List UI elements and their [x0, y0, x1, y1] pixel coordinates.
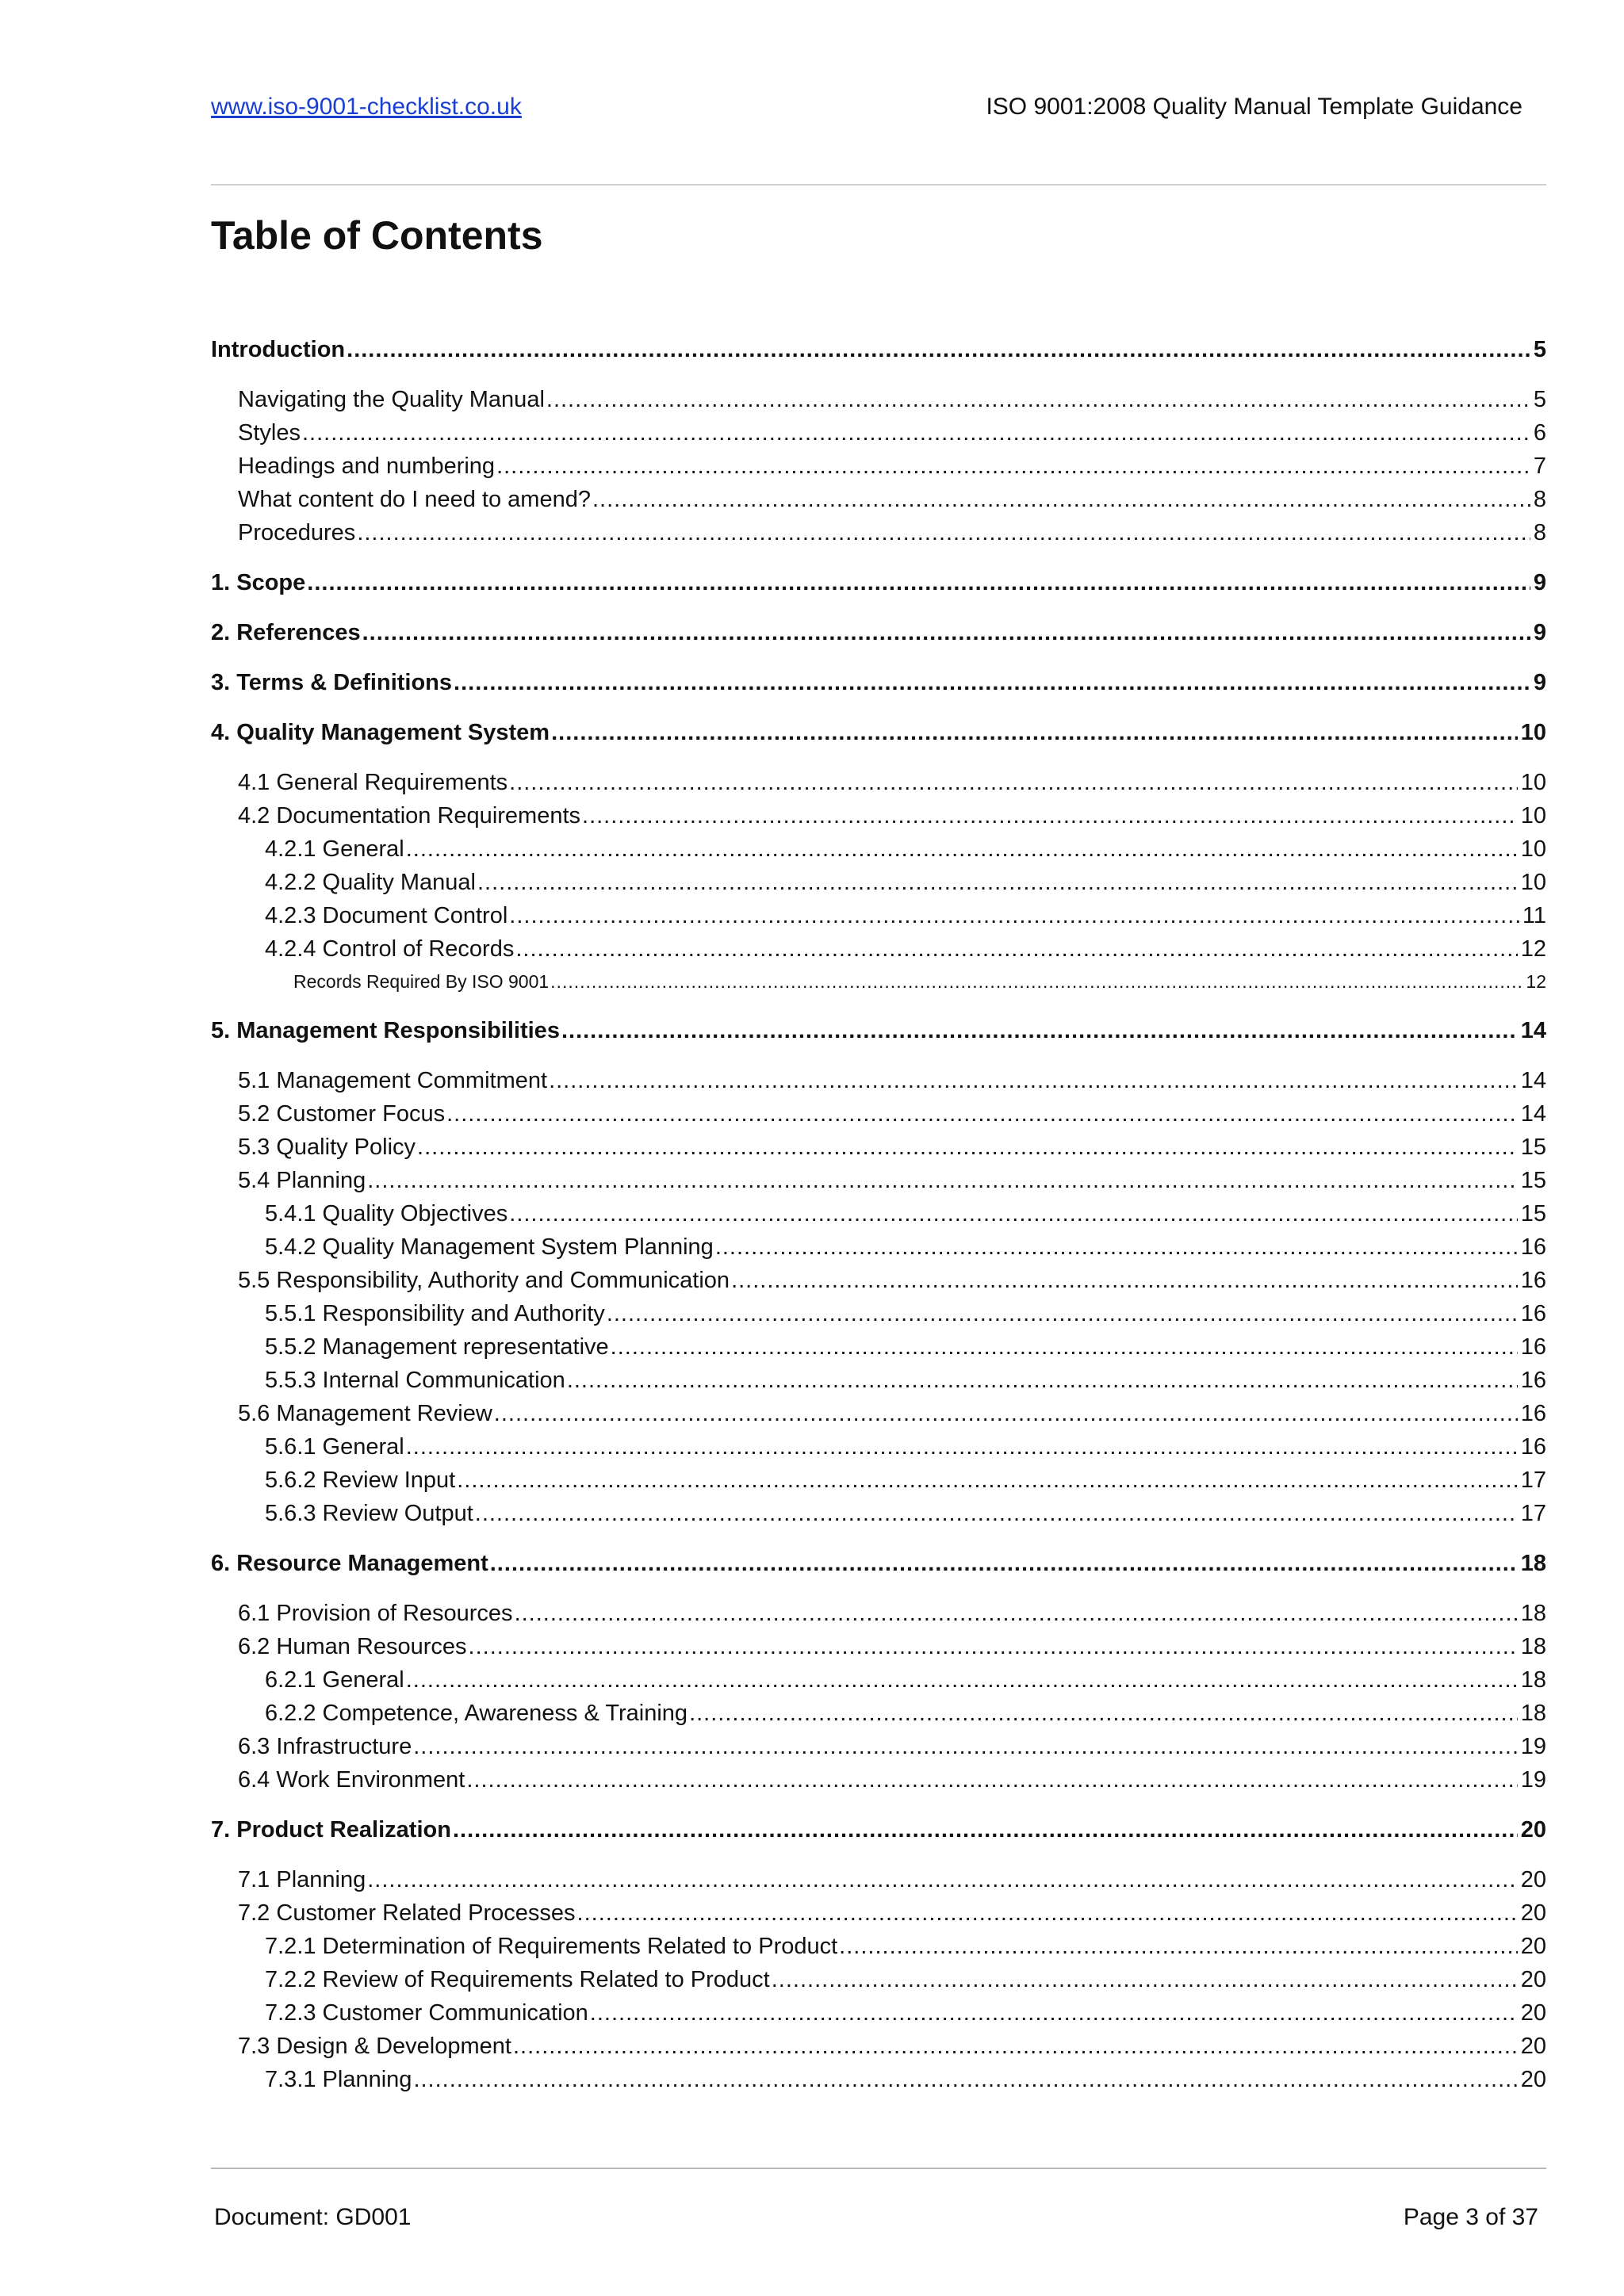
- toc-entry-title: 7.1 Planning: [238, 1867, 366, 1892]
- toc-entry[interactable]: [211, 1197, 1546, 1230]
- toc-entry-title: 6.2.1 General: [265, 1667, 404, 1693]
- toc-entry[interactable]: [211, 1131, 1546, 1164]
- toc-entry-page: 16: [1520, 1434, 1546, 1460]
- toc-entry[interactable]: [211, 566, 1546, 599]
- toc-entry[interactable]: [211, 1264, 1546, 1297]
- toc-entry-title: 5.2 Customer Focus: [238, 1101, 446, 1127]
- toc-entry-page: 6: [1533, 420, 1546, 446]
- toc-dot-leader: [413, 1730, 1518, 1763]
- toc-dot-leader: [457, 1464, 1518, 1497]
- toc-entry[interactable]: [211, 716, 1546, 749]
- toc-entry[interactable]: [211, 1630, 1546, 1663]
- toc-entry-title: 4.2 Documentation Requirements: [238, 803, 581, 828]
- toc-entry[interactable]: [211, 1364, 1546, 1397]
- toc-entry-title: Procedures: [238, 520, 356, 545]
- toc-entry-title: 5.5.3 Internal Communication: [265, 1368, 565, 1393]
- toc-entry-title: 5.6 Management Review: [238, 1401, 492, 1426]
- toc-entry[interactable]: [211, 1164, 1546, 1197]
- toc-dot-leader: [406, 1663, 1518, 1697]
- toc-entry-page: 9: [1533, 570, 1546, 595]
- toc-entry[interactable]: [211, 866, 1546, 899]
- toc-entry-page: 15: [1520, 1168, 1546, 1193]
- toc-dot-leader: [582, 799, 1518, 832]
- toc-entry-title: 7.2.1 Determination of Requirements Related to Product: [265, 1934, 838, 1959]
- toc-entry-page: 20: [1520, 1967, 1546, 1992]
- toc-entry-page: 16: [1520, 1268, 1546, 1293]
- toc-entry-title: 5.6.2 Review Input: [265, 1468, 456, 1493]
- toc-entry-title: 5.4 Planning: [238, 1168, 366, 1193]
- toc-entry-title: 7.2.2 Review of Requirements Related to Product: [265, 1967, 770, 1992]
- toc-dot-leader: [453, 1813, 1518, 1846]
- toc-entry[interactable]: [211, 1014, 1546, 1047]
- toc-entry[interactable]: [211, 383, 1546, 416]
- toc-entry-page: 12: [1526, 971, 1546, 992]
- toc-dot-leader: [509, 766, 1518, 799]
- toc-entry-page: 15: [1520, 1135, 1546, 1160]
- toc-entry-page: 10: [1520, 836, 1546, 862]
- toc-entry-page: 16: [1520, 1401, 1546, 1426]
- toc-entry[interactable]: [211, 1730, 1546, 1763]
- document-title: ISO 9001:2008 Quality Manual Template Guidance: [986, 94, 1522, 120]
- toc-entry-page: 9: [1533, 670, 1546, 695]
- toc-entry-title: Styles: [238, 420, 301, 446]
- toc-entry[interactable]: [211, 1464, 1546, 1497]
- toc-entry-title: 4.2.3 Document Control: [265, 903, 508, 928]
- toc-entry[interactable]: [211, 516, 1546, 549]
- toc-dot-leader: [577, 1896, 1518, 1930]
- toc-entry-title: 7.3 Design & Development: [238, 2034, 511, 2059]
- toc-entry-title: 2. References: [211, 620, 361, 645]
- toc-entry[interactable]: [211, 483, 1546, 516]
- toc-entry[interactable]: [211, 1547, 1546, 1580]
- toc-entry[interactable]: [211, 416, 1546, 450]
- site-link[interactable]: www.iso-9001-checklist.co.uk: [211, 94, 522, 120]
- toc-entry[interactable]: [211, 2030, 1546, 2063]
- toc-entry[interactable]: [211, 1930, 1546, 1963]
- toc-entry[interactable]: [211, 766, 1546, 799]
- toc-entry-page: 8: [1533, 487, 1546, 512]
- toc-dot-leader: [546, 383, 1530, 416]
- toc-entry[interactable]: [211, 1397, 1546, 1430]
- toc-dot-leader: [611, 1330, 1518, 1364]
- toc-entry-page: 19: [1520, 1767, 1546, 1793]
- toc-entry[interactable]: [211, 1230, 1546, 1264]
- toc-entry-page: 20: [1520, 1934, 1546, 1959]
- toc-entry-title: 4.2.4 Control of Records: [265, 936, 515, 962]
- toc-entry[interactable]: [211, 1863, 1546, 1896]
- toc-entry[interactable]: [211, 1763, 1546, 1797]
- toc-title: Table of Contents: [211, 213, 543, 258]
- toc-entry-title: 5.6.1 General: [265, 1434, 404, 1460]
- toc-dot-leader: [362, 616, 1530, 649]
- toc-entry-title: 6. Resource Management: [211, 1551, 488, 1576]
- toc-dot-leader: [466, 1763, 1517, 1797]
- toc-dot-leader: [509, 899, 1519, 932]
- footer-divider: [211, 2168, 1546, 2169]
- toc-entry-page: 16: [1520, 1234, 1546, 1260]
- toc-entry-page: 16: [1520, 1334, 1546, 1360]
- toc-entry[interactable]: [211, 1497, 1546, 1530]
- toc-entry-title: 7.2 Customer Related Processes: [238, 1900, 576, 1926]
- toc-entry[interactable]: [211, 1064, 1546, 1097]
- toc-dot-leader: [406, 1430, 1518, 1464]
- toc-dot-leader: [513, 2030, 1518, 2063]
- toc-dot-leader: [477, 866, 1518, 899]
- toc-entry[interactable]: [211, 1430, 1546, 1464]
- toc-dot-leader: [490, 1547, 1518, 1580]
- toc-entry-page: 18: [1520, 1667, 1546, 1693]
- toc-dot-leader: [496, 450, 1530, 483]
- toc-entry-page: 20: [1520, 1867, 1546, 1892]
- toc-entry-title: 1. Scope: [211, 570, 306, 595]
- toc-entry[interactable]: [211, 1996, 1546, 2030]
- toc-entry-page: 17: [1520, 1468, 1546, 1493]
- toc-entry-title: 4.2.2 Quality Manual: [265, 870, 476, 895]
- toc-entry[interactable]: [211, 899, 1546, 932]
- toc-dot-leader: [357, 516, 1530, 549]
- toc-entry-page: 20: [1520, 2000, 1546, 2026]
- toc-dot-leader: [475, 1497, 1518, 1530]
- toc-dot-leader: [509, 1197, 1517, 1230]
- toc-dot-leader: [367, 1164, 1517, 1197]
- toc-entry-page: 14: [1520, 1018, 1546, 1043]
- toc-entry-title: 5.6.3 Review Output: [265, 1501, 473, 1526]
- toc-entry-page: 18: [1520, 1601, 1546, 1626]
- toc-entry-title: 7. Product Realization: [211, 1817, 451, 1843]
- toc-entry-page: 18: [1520, 1701, 1546, 1726]
- toc-entry-page: 8: [1533, 520, 1546, 545]
- toc-entry[interactable]: [211, 1697, 1546, 1730]
- toc-entry-title: 5.3 Quality Policy: [238, 1135, 416, 1160]
- toc-entry-page: 5: [1533, 387, 1546, 412]
- toc-entry-page: 11: [1522, 903, 1546, 928]
- toc-entry-title: Navigating the Quality Manual: [238, 387, 545, 412]
- toc-entry-page: 16: [1520, 1368, 1546, 1393]
- toc-entry-title: 7.2.3 Customer Communication: [265, 2000, 588, 2026]
- toc-entry-page: 20: [1520, 2067, 1546, 2092]
- toc-entry-title: 6.2 Human Resources: [238, 1634, 467, 1659]
- toc-entry-title: 6.3 Infrastructure: [238, 1734, 412, 1759]
- toc-dot-leader: [469, 1630, 1518, 1663]
- toc-entry-title: 6.4 Work Environment: [238, 1767, 465, 1793]
- toc-entry[interactable]: [211, 932, 1546, 966]
- toc-entry-title: 5.4.2 Quality Management System Planning: [265, 1234, 714, 1260]
- toc-entry[interactable]: [211, 1896, 1546, 1930]
- toc-dot-leader: [689, 1697, 1518, 1730]
- toc-entry-title: 7.3.1 Planning: [265, 2067, 412, 2092]
- toc-entry-title: 5.4.1 Quality Objectives: [265, 1201, 508, 1226]
- toc-dot-leader: [592, 483, 1530, 516]
- toc-entry-page: 12: [1520, 936, 1546, 962]
- toc-dot-leader: [561, 1014, 1518, 1047]
- toc-dot-leader: [515, 932, 1517, 966]
- toc-entry[interactable]: [211, 1663, 1546, 1697]
- toc-entry-title: 4.1 General Requirements: [238, 770, 508, 795]
- toc-dot-leader: [413, 2063, 1517, 2096]
- toc-entry-title: 6.1 Provision of Resources: [238, 1601, 513, 1626]
- toc-entry-page: 9: [1533, 620, 1546, 645]
- toc-entry-title: Records Required By ISO 9001: [293, 971, 550, 992]
- toc-entry-page: 10: [1520, 770, 1546, 795]
- toc-entry[interactable]: [211, 1297, 1546, 1330]
- toc-dot-leader: [839, 1930, 1518, 1963]
- toc-entry-page: 20: [1520, 1900, 1546, 1926]
- toc-entry-page: 18: [1520, 1634, 1546, 1659]
- toc-entry-title: 5.5.2 Management representative: [265, 1334, 609, 1360]
- toc-dot-leader: [590, 1996, 1518, 2030]
- toc-entry[interactable]: [211, 1597, 1546, 1630]
- toc-entry-title: 4. Quality Management System: [211, 720, 550, 745]
- toc-entry-title: 3. Terms & Definitions: [211, 670, 453, 695]
- toc-dot-leader: [715, 1230, 1518, 1264]
- page-number: Page 3 of 37: [1403, 2204, 1538, 2230]
- toc-entry-title: 5.5 Responsibility, Authority and Communication: [238, 1268, 730, 1293]
- toc-entry-title: 6.2.2 Competence, Awareness & Training: [265, 1701, 688, 1726]
- toc-dot-leader: [551, 716, 1518, 749]
- toc-dot-leader: [347, 333, 1530, 366]
- toc-dot-leader: [515, 1597, 1518, 1630]
- toc-dot-leader: [494, 1397, 1518, 1430]
- toc-entry-page: 7: [1533, 453, 1546, 479]
- toc-entry-page: 17: [1520, 1501, 1546, 1526]
- header-divider: [211, 184, 1546, 186]
- toc-entry-page: 15: [1520, 1201, 1546, 1226]
- toc-dot-leader: [302, 416, 1530, 450]
- toc-entry[interactable]: [211, 1330, 1546, 1364]
- toc-dot-leader: [772, 1963, 1518, 1996]
- toc-entry-title: 4.2.1 General: [265, 836, 404, 862]
- toc-dot-leader: [549, 1064, 1518, 1097]
- toc-entry-page: 10: [1520, 803, 1546, 828]
- toc-entry[interactable]: [211, 450, 1546, 483]
- toc-dot-leader: [446, 1097, 1518, 1131]
- toc-dot-leader: [406, 832, 1518, 866]
- toc-entry[interactable]: [211, 966, 1546, 997]
- toc-entry-page: 10: [1520, 720, 1546, 745]
- toc-entry-title: Headings and numbering: [238, 453, 496, 479]
- toc-entry[interactable]: [211, 1813, 1546, 1846]
- toc-dot-leader: [454, 666, 1530, 699]
- toc-entry-page: 16: [1520, 1301, 1546, 1326]
- toc-dot-leader: [731, 1264, 1518, 1297]
- toc-entry-page: 18: [1520, 1551, 1546, 1576]
- toc-entry-title: What content do I need to amend?: [238, 487, 591, 512]
- toc-entry[interactable]: [211, 1963, 1546, 1996]
- toc-entry[interactable]: [211, 799, 1546, 832]
- toc-dot-leader: [367, 1863, 1517, 1896]
- toc-dot-leader: [607, 1297, 1518, 1330]
- toc-dot-leader: [417, 1131, 1518, 1164]
- table-of-contents: [211, 333, 1546, 2096]
- toc-entry[interactable]: [211, 666, 1546, 699]
- toc-entry[interactable]: [211, 333, 1546, 366]
- toc-entry-title: 5.5.1 Responsibility and Authority: [265, 1301, 605, 1326]
- toc-dot-leader: [550, 966, 1522, 997]
- toc-entry-page: 10: [1520, 870, 1546, 895]
- document-id: Document: GD001: [214, 2204, 412, 2230]
- toc-entry-title: 5. Management Responsibilities: [211, 1018, 560, 1043]
- toc-entry[interactable]: [211, 2063, 1546, 2096]
- toc-entry-page: 20: [1520, 2034, 1546, 2059]
- toc-entry[interactable]: [211, 1097, 1546, 1131]
- toc-entry-title: Introduction: [211, 337, 346, 362]
- toc-entry-page: 19: [1520, 1734, 1546, 1759]
- toc-entry-page: 14: [1520, 1101, 1546, 1127]
- toc-dot-leader: [307, 566, 1530, 599]
- page-header: [211, 94, 1522, 128]
- toc-dot-leader: [567, 1364, 1518, 1397]
- toc-entry[interactable]: [211, 616, 1546, 649]
- toc-entry-page: 5: [1533, 337, 1546, 362]
- toc-entry-title: 5.1 Management Commitment: [238, 1068, 548, 1093]
- toc-entry-page: 14: [1520, 1068, 1546, 1093]
- toc-entry-page: 20: [1520, 1817, 1546, 1843]
- toc-entry[interactable]: [211, 832, 1546, 866]
